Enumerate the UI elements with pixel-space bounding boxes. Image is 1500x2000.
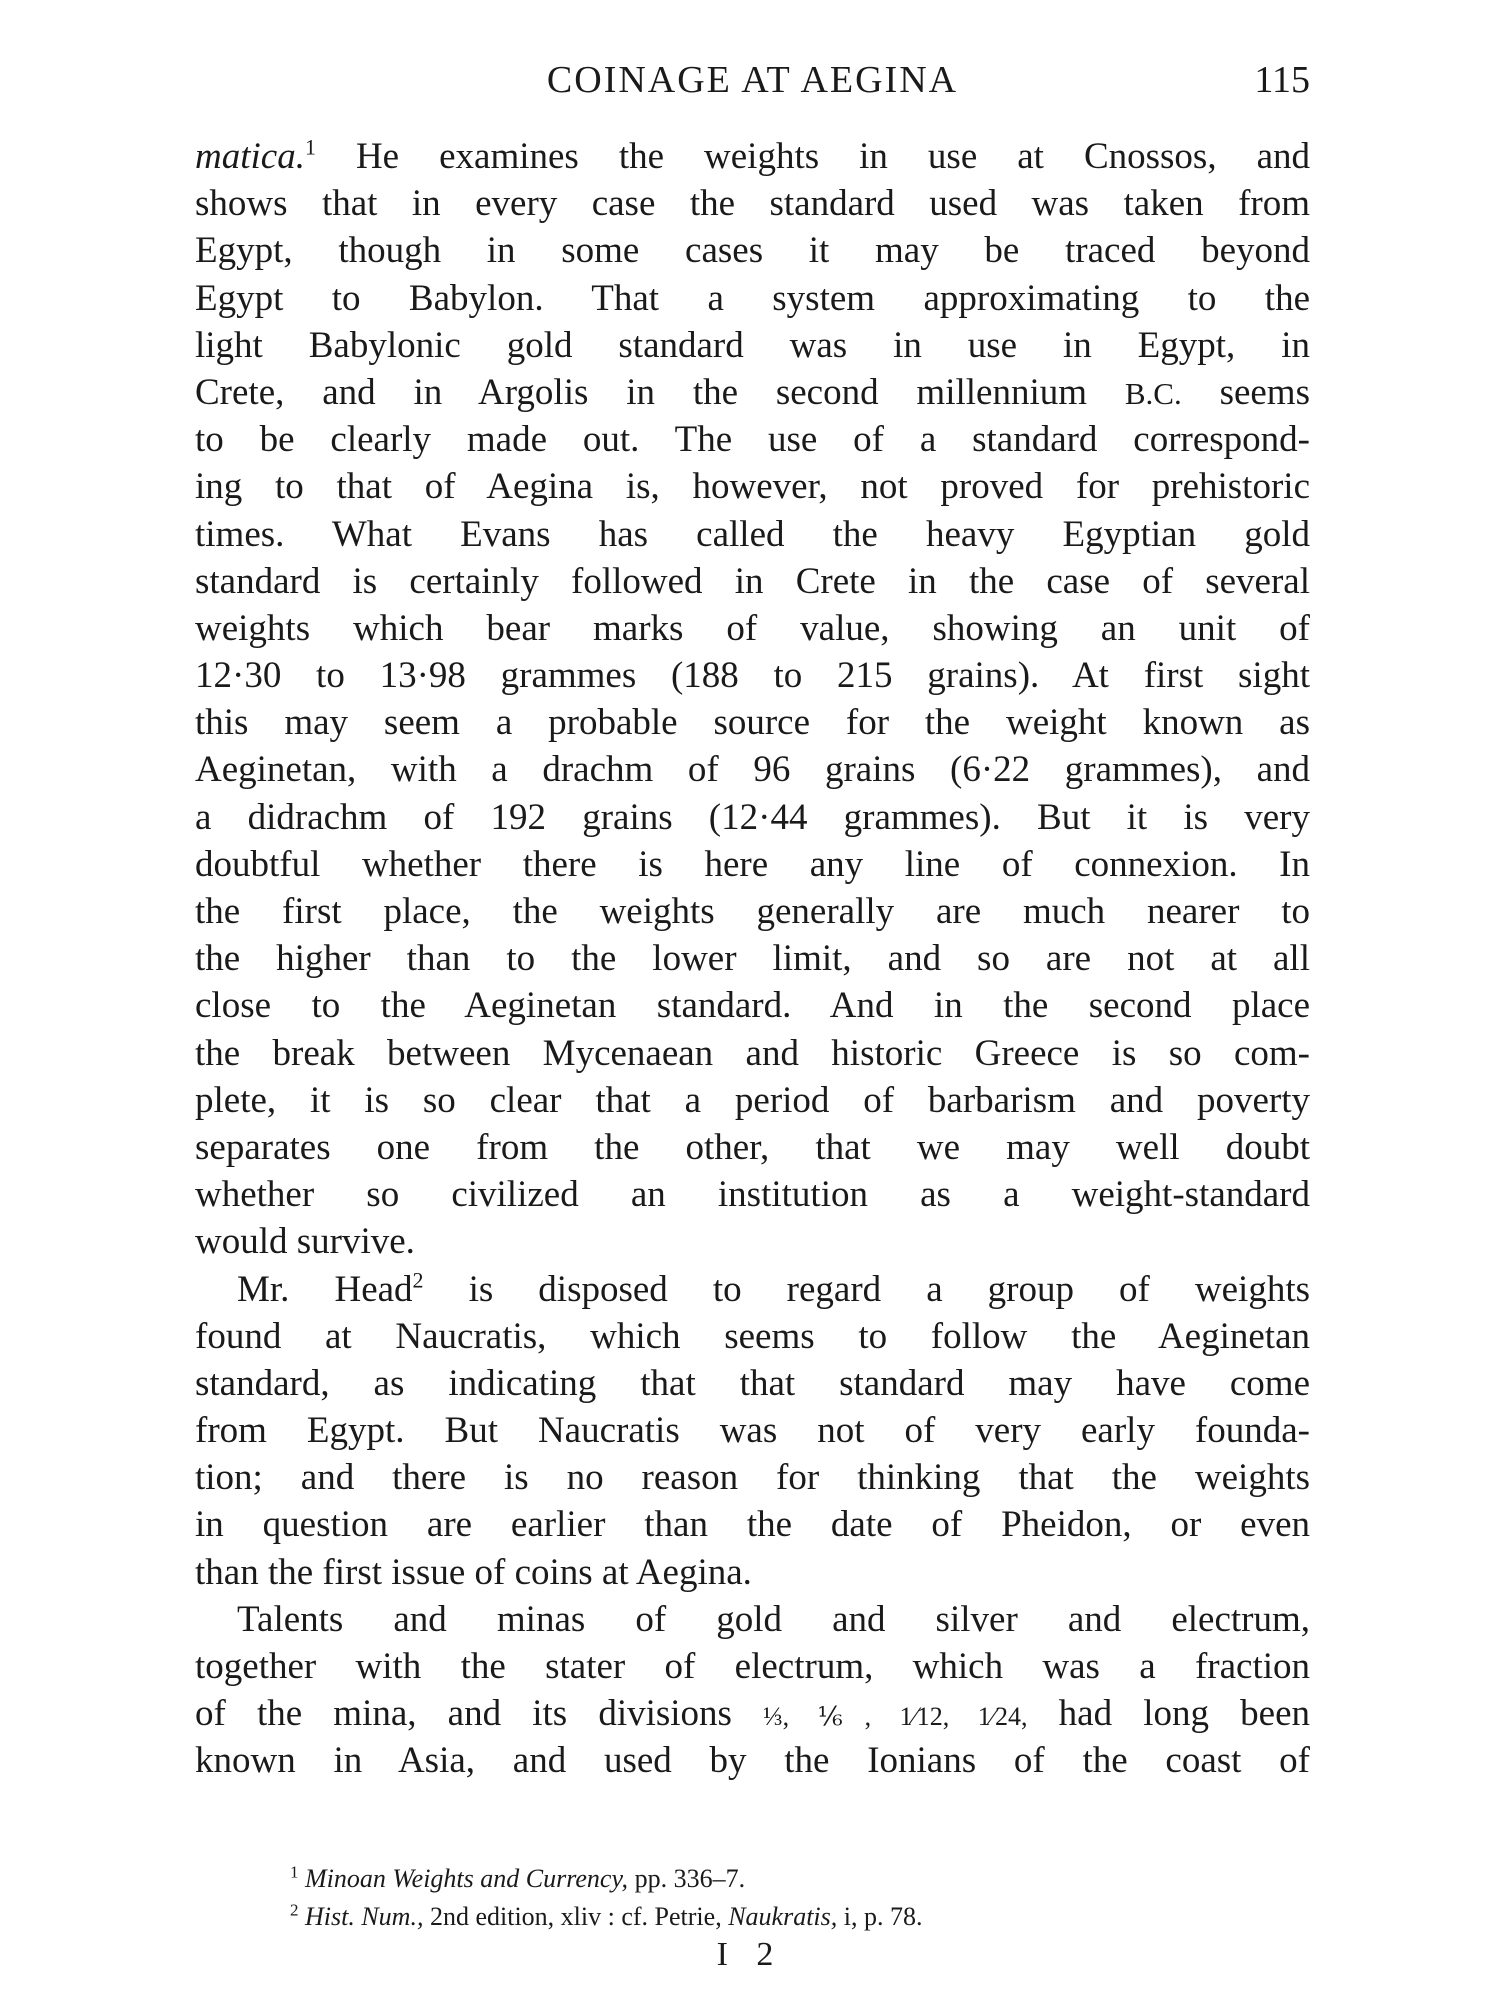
line-text: the break between Mycenaean and historic Greece is so com- <box>195 1032 1310 1074</box>
text-line <box>195 227 1310 274</box>
text-line <box>195 1407 1310 1454</box>
line-text: Mr. Head <box>237 1268 413 1310</box>
text-line <box>195 699 1310 746</box>
text-line <box>195 1266 1310 1313</box>
line-text: to be clearly made out. The use of a standard correspond- <box>195 419 1310 461</box>
line-text: the first place, the weights generally are much nearer to <box>195 891 1310 932</box>
footnote-text: pp. 336–7. <box>628 1864 746 1893</box>
line-text: the higher than to the lower limit, and so are not at all <box>195 938 1310 980</box>
text-line <box>195 1454 1310 1501</box>
line-text: in question are earlier than the date of Pheidon, or even <box>195 1504 1310 1546</box>
text-line <box>195 935 1310 982</box>
text-line <box>195 416 1310 463</box>
text-line <box>195 180 1310 227</box>
text-line <box>195 605 1310 652</box>
line-text: a didrachm of 192 grains (12·44 grammes). But it is very <box>195 796 1310 838</box>
line-text: from Egypt. But Naucratis was not of very early founda- <box>195 1410 1310 1452</box>
text-line <box>195 1124 1310 1171</box>
text-line <box>195 322 1310 369</box>
line-text: standard is certainly followed in Crete in the case of several <box>195 560 1310 602</box>
text-line <box>195 275 1310 322</box>
line-text-tail: seems <box>1181 371 1310 413</box>
line-text: times. What Evans has called the heavy Egyptian gold <box>195 513 1310 555</box>
line-text-tail: is disposed to regard a group of weights <box>423 1268 1310 1310</box>
line-text: Egypt, though in some cases it may be traced beyond <box>195 230 1310 272</box>
line-text: 12·30 to 13·98 grammes (188 to 215 grains). At first sight <box>195 655 1310 697</box>
line-text: weights which bear marks of value, showing an unit of <box>195 607 1310 649</box>
footnote-title: Minoan Weights and Currency, <box>305 1864 629 1893</box>
footnote-1 <box>290 1860 1310 1898</box>
line-text: found at Naucratis, which seems to follow the Aeginetan <box>195 1315 1310 1357</box>
text-line <box>195 982 1310 1029</box>
text-line <box>195 1171 1310 1218</box>
text-line <box>195 652 1310 699</box>
text-line <box>195 1360 1310 1407</box>
line-text: shows that in every case the standard used was taken from <box>195 183 1310 225</box>
signature-mark: I 2 <box>716 1936 784 1973</box>
footnote-title: Hist. Num., <box>305 1902 424 1931</box>
line-text: Egypt to Babylon. That a system approximating to the <box>195 277 1310 319</box>
line-text: close to the Aeginetan standard. And in the second place <box>195 985 1310 1027</box>
footnote-marker: 1 <box>290 1862 299 1882</box>
text-line <box>195 463 1310 510</box>
italic-run: matica. <box>195 136 305 177</box>
footnote-text: 2nd edition, xliv : cf. Petrie, <box>423 1902 729 1931</box>
text-line <box>195 369 1310 416</box>
footnote-2 <box>290 1898 1310 1936</box>
text-line <box>195 1549 1310 1596</box>
line-text: light Babylonic gold standard was in use in Egypt, in <box>195 324 1310 366</box>
text-line <box>195 1690 1310 1737</box>
line-text: would survive. <box>195 1221 415 1263</box>
text-line <box>195 746 1310 793</box>
text-line <box>195 1501 1310 1548</box>
line-text: He examines the weights in use at Cnossos, and <box>315 136 1310 177</box>
footnote-marker: 2 <box>290 1900 299 1920</box>
line-text: Aeginetan, with a drachm of 96 grains (6·22 grammes), and <box>195 749 1310 791</box>
text-line <box>195 841 1310 888</box>
text-line <box>195 794 1310 841</box>
text-line <box>195 1218 1310 1265</box>
fractions: ⅓, ⅙, 1⁄12, 1⁄24, <box>763 1702 1028 1732</box>
line-text: plete, it is so clear that a period of barbarism and poverty <box>195 1079 1310 1121</box>
running-head <box>195 55 1310 105</box>
line-text: doubtful whether there is here any line of connexion. In <box>195 843 1310 885</box>
footnote-ref: 1 <box>304 134 316 160</box>
footnote-ref: 2 <box>412 1267 424 1293</box>
footnotes <box>290 1860 1310 1936</box>
text-line <box>195 1313 1310 1360</box>
small-caps-run: B.C. <box>1124 375 1182 411</box>
footnote-text-2: i, p. 78. <box>837 1902 923 1931</box>
line-text: Crete, and in Argolis in the second millennium <box>195 371 1088 413</box>
text-line <box>195 888 1310 935</box>
footnote-title-2: Naukratis, <box>728 1902 838 1931</box>
running-title: COINAGE AT AEGINA <box>546 59 959 101</box>
page-number: 115 <box>1254 59 1310 101</box>
text-line <box>195 1030 1310 1077</box>
line-text: standard, as indicating that that standard may have come <box>195 1362 1310 1404</box>
text-line <box>195 133 1310 180</box>
line-text: this may seem a probable source for the weight known as <box>195 702 1310 744</box>
text-line <box>195 558 1310 605</box>
text-line <box>195 511 1310 558</box>
text-line <box>195 1077 1310 1124</box>
text-line <box>195 1643 1310 1690</box>
line-text-tail: had long been <box>1027 1693 1310 1735</box>
line-text: ing to that of Aegina is, however, not proved for prehistoric <box>195 466 1310 508</box>
line-text: whether so civilized an institution as a weight-standard <box>195 1174 1310 1216</box>
body-text <box>195 133 1310 1785</box>
line-text: tion; and there is no reason for thinking that the weights <box>195 1457 1310 1499</box>
line-text: Talents and minas of gold and silver and electrum, <box>237 1598 1310 1640</box>
line-text: known in Asia, and used by the Ionians of the coast of <box>195 1740 1310 1782</box>
line-text: together with the stater of electrum, which was a fraction <box>195 1646 1310 1687</box>
line-text: than the first issue of coins at Aegina. <box>195 1551 752 1593</box>
line-text: separates one from the other, that we may well doubt <box>195 1126 1310 1168</box>
text-line <box>195 1737 1310 1784</box>
text-line <box>195 1596 1310 1643</box>
line-text: of the mina, and its divisions <box>195 1693 764 1735</box>
